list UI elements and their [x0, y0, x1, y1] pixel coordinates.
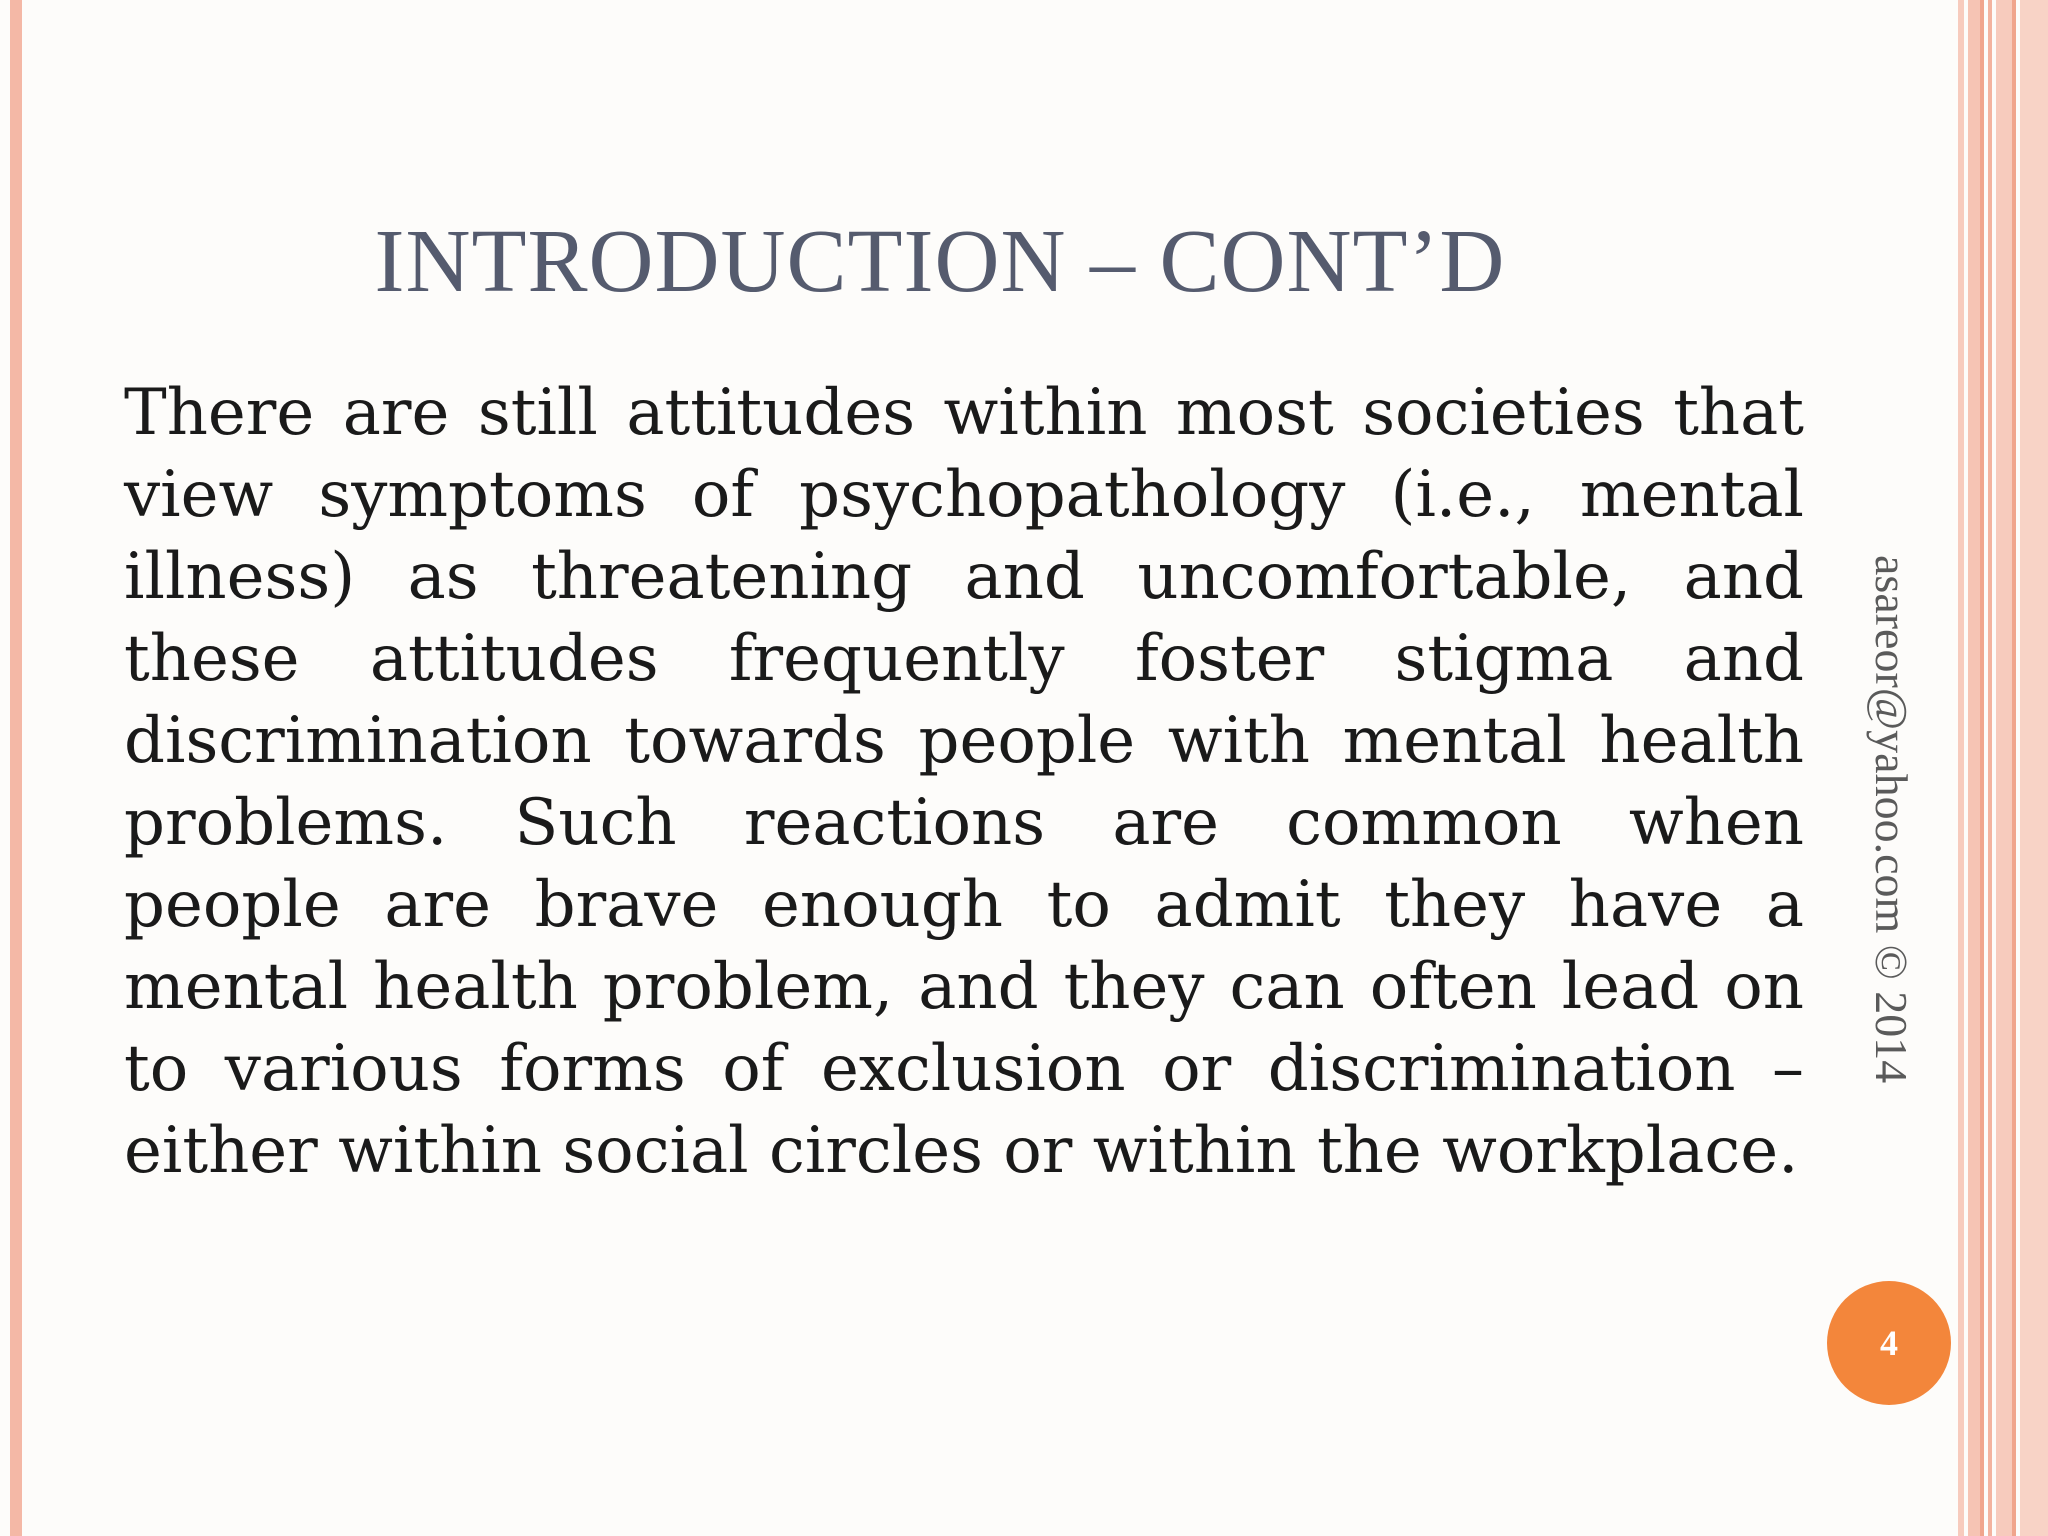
copyright-watermark: asareor@yahoo.com © 2014: [1866, 555, 1917, 1084]
right-border-stripe: [1996, 0, 2012, 1536]
right-border-stripe: [1958, 0, 1964, 1536]
left-border-stripe: [10, 0, 22, 1536]
slide-title: INTRODUCTION – CONT’D: [374, 212, 1506, 311]
right-border-stripe: [2020, 0, 2048, 1536]
right-border-stripe: [2012, 0, 2016, 1536]
page-number-badge: 4: [1827, 1281, 1951, 1405]
right-border-stripe: [1968, 0, 1980, 1536]
slide-body-text: There are still attitudes within most societies that view symptoms of psychopathology (i.e., mental illness) as threatening and uncomfortable, and these attitudes frequently foster stigma and discrimination towards people with mental health problems. Such reactions are common when people are brave enough to admit they have a mental health problem, and they can often lead on to various forms of exclusion or discrimination – either within social circles or within the workplace.: [124, 376, 1804, 1188]
right-border-stripe: [1988, 0, 1992, 1536]
right-border-stripe: [1980, 0, 1984, 1536]
